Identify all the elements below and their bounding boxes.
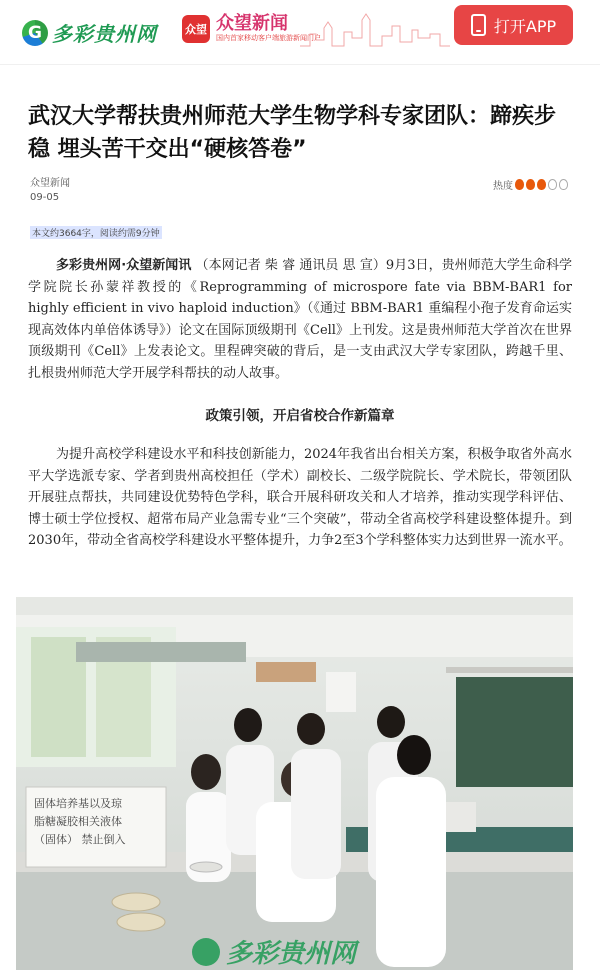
skyline-decoration-icon (300, 8, 450, 48)
phone-icon (471, 14, 486, 36)
paragraph-lead: 多彩贵州网·众望新闻讯 (56, 258, 192, 273)
zhongwang-subtitle: 国内首家移动客户端旅游新闻门户 (216, 34, 321, 42)
duocai-g-icon: G (22, 20, 48, 46)
top-bar (0, 0, 600, 65)
article-meta (30, 177, 70, 205)
zhongwang-icon: 众望 (182, 15, 210, 43)
article-source[interactable]: 众望新闻 (30, 178, 70, 189)
flame-outline-icon (559, 179, 568, 190)
flame-icon (526, 179, 535, 190)
open-app-button[interactable] (454, 5, 573, 45)
article-date: 09-05 (30, 192, 60, 203)
open-app-label: 打开APP (493, 16, 557, 36)
article-paragraph-2: 为提升高校学科建设水平和科技创新能力，2024年我省出台相关方案，积极争取省外高水平大学选派专家、学者到贵州高校担任（学术）副校长、二级学院院长、学术院长，带领团队开展驻点帮扶，共同建设优势特色学科，联合开展科研攻关和人才培养，推动实现学科评估、博士硕士学位授权、超常布局产业急需专业“三个突破”，带动全省高校学科建设整体提升。到2030年，带动全省高校学科建设水平整体提升，力争2至3个学科整体实力达到世界一流水平。 (28, 447, 572, 548)
article-paragraph-1 (28, 255, 572, 384)
lab-sign-text: 固体培养基以及琼 脂糖凝胶相关液体 （固体） 禁止倒入 (34, 797, 126, 846)
flame-icon (515, 179, 524, 190)
zhongwang-title: 众望新闻 (216, 13, 288, 34)
heat-rating (493, 177, 568, 192)
logo1-text: 多彩贵州网 (52, 22, 157, 46)
duocai-guizhou-logo[interactable] (22, 18, 157, 47)
flame-outline-icon (548, 179, 557, 190)
flame-icon (537, 179, 546, 190)
article-title: 武汉大学帮扶贵州师范大学生物学科专家团队：蹄疾步稳 埋头苦干交出“硬核答卷” (28, 104, 557, 162)
read-time-info: 本文约3664字，阅读约需9分钟 (30, 226, 162, 239)
section-heading: 政策引领，开启省校合作新篇章 (205, 408, 395, 424)
paragraph-text: （本网记者 柴 睿 通讯员 思 宣）9月3日，贵州师范大学生命科学学院院长孙蒙祥教授的《Reprogramming of microspore fate via BBM-BAR1 for highly efficient in vivo haploid induction》（《通过 BBM-BAR1 重编程小孢子发育命运实现高效体内单倍体诱导》）论文在国际顶级期刊《Cell》上刊发。这是贵州师范大学首次在世界顶级期刊《Cell》上发表论文。里程碑突破的背后，是一支由武汉大学专家团队，跨越千里、扎根贵州师范大学开展学科帮扶的动人故事。 (28, 258, 572, 381)
svg-text:多彩贵州网: 多彩贵州网 (226, 939, 357, 969)
heat-label: 热度 (493, 181, 513, 192)
lab-photo[interactable] (16, 597, 573, 970)
lab-photo-illustration (16, 597, 573, 970)
